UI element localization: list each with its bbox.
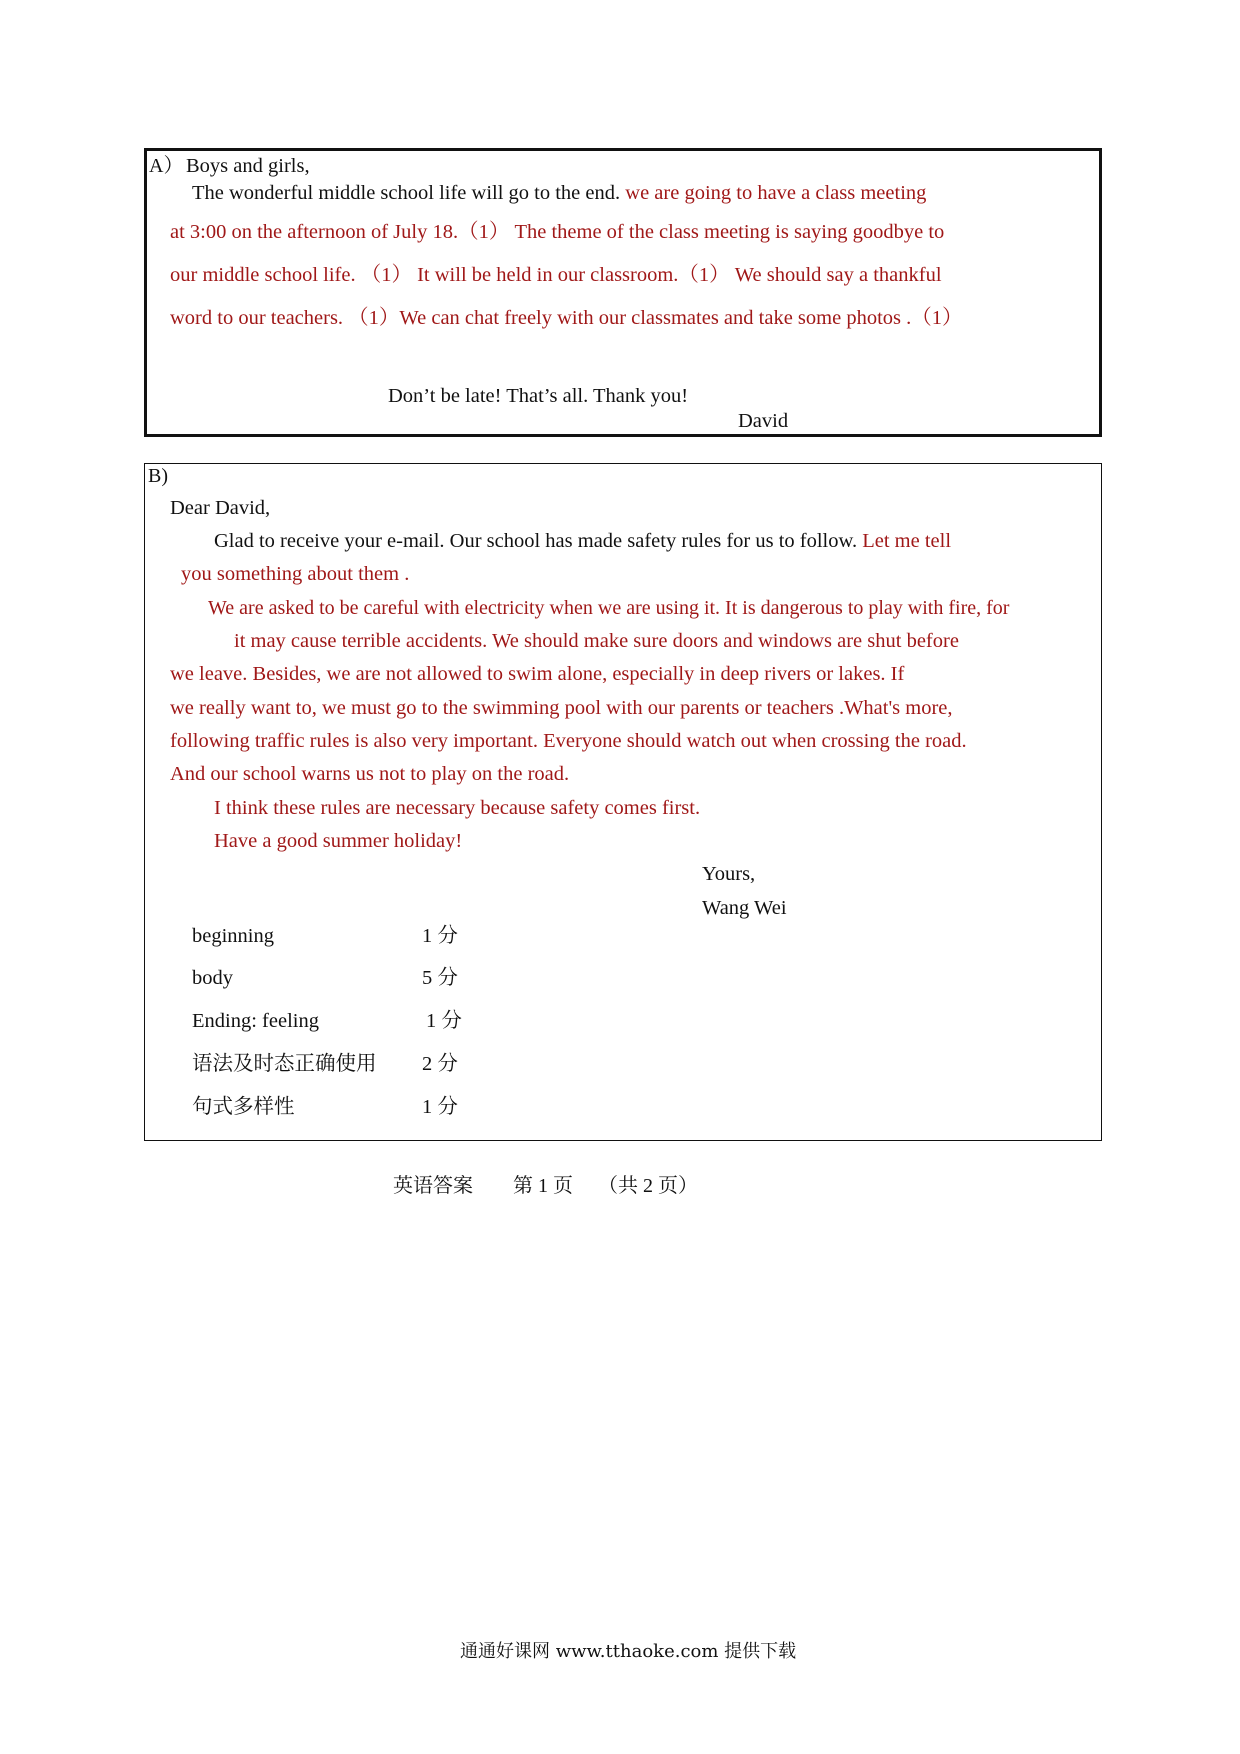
- section-b-greeting: Dear David,: [170, 497, 271, 519]
- section-b-body-line: I think these rules are necessary because safety comes first.: [214, 797, 701, 819]
- section-b-sign-name: Wang Wei: [702, 897, 787, 919]
- scoring-item: 语法及时态正确使用: [192, 1053, 377, 1075]
- section-a-label: A）: [149, 155, 184, 177]
- scoring-item: 句式多样性: [192, 1096, 295, 1118]
- section-b-body-line: Have a good summer holiday!: [214, 830, 463, 852]
- section-b-body-line: following traffic rules is also very important. Everyone should watch out when crossing the road.: [170, 730, 967, 752]
- section-a-greeting: Boys and girls,: [186, 155, 310, 177]
- section-a-signature: David: [738, 410, 789, 432]
- scoring-score: 1 分: [422, 1096, 458, 1118]
- scoring-score: 5 分: [422, 967, 458, 989]
- section-b-body-line: And our school warns us not to play on the road.: [170, 763, 570, 785]
- scoring-item: Ending: feeling: [192, 1010, 319, 1032]
- section-b-label: B): [148, 465, 168, 487]
- scoring-score: 1 分: [426, 1010, 462, 1032]
- section-b-body-line: it may cause terrible accidents. We should make sure doors and windows are shut before: [234, 630, 959, 652]
- section-b-intro: Glad to receive your e-mail. Our school has made safety rules for us to follow. Let me tell: [214, 530, 952, 552]
- section-b-body-line: we really want to, we must go to the swimming pool with our parents or teachers .What's more,: [170, 697, 953, 719]
- section-a-line1: The wonderful middle school life will go to the end. we are going to have a class meeting: [192, 182, 927, 204]
- footer-page: 第 1 页: [513, 1175, 573, 1197]
- section-a-line2: at 3:00 on the afternoon of July 18.（1） The theme of the class meeting is saying goodbye to: [170, 221, 945, 243]
- section-a-line4: word to our teachers. （1）We can chat freely with our classmates and take some photos .（1）: [170, 307, 963, 329]
- scoring-score: 1 分: [422, 925, 458, 947]
- bottom-watermark-text: 通通好课网 www.tthaoke.com 提供下载: [460, 1641, 797, 1662]
- footer-total: （共 2 页）: [598, 1175, 698, 1197]
- section-b-body-line: we leave. Besides, we are not allowed to swim alone, especially in deep rivers or lakes. If: [170, 663, 905, 685]
- footer-subject: 英语答案: [393, 1175, 473, 1197]
- scoring-item: body: [192, 967, 233, 989]
- scoring-score: 2 分: [422, 1053, 458, 1075]
- section-a-closing: Don’t be late! That’s all. Thank you!: [388, 385, 689, 407]
- section-a-line3: our middle school life. （1） It will be held in our classroom.（1） We should say a thankful: [170, 264, 942, 286]
- section-b-intro-cont: you something about them .: [181, 563, 410, 585]
- scoring-item: beginning: [192, 925, 274, 947]
- section-b-body-line: We are asked to be careful with electricity when we are using it. It is dangerous to play with fire, for: [208, 597, 1010, 619]
- section-b-sign-off: Yours,: [702, 863, 756, 885]
